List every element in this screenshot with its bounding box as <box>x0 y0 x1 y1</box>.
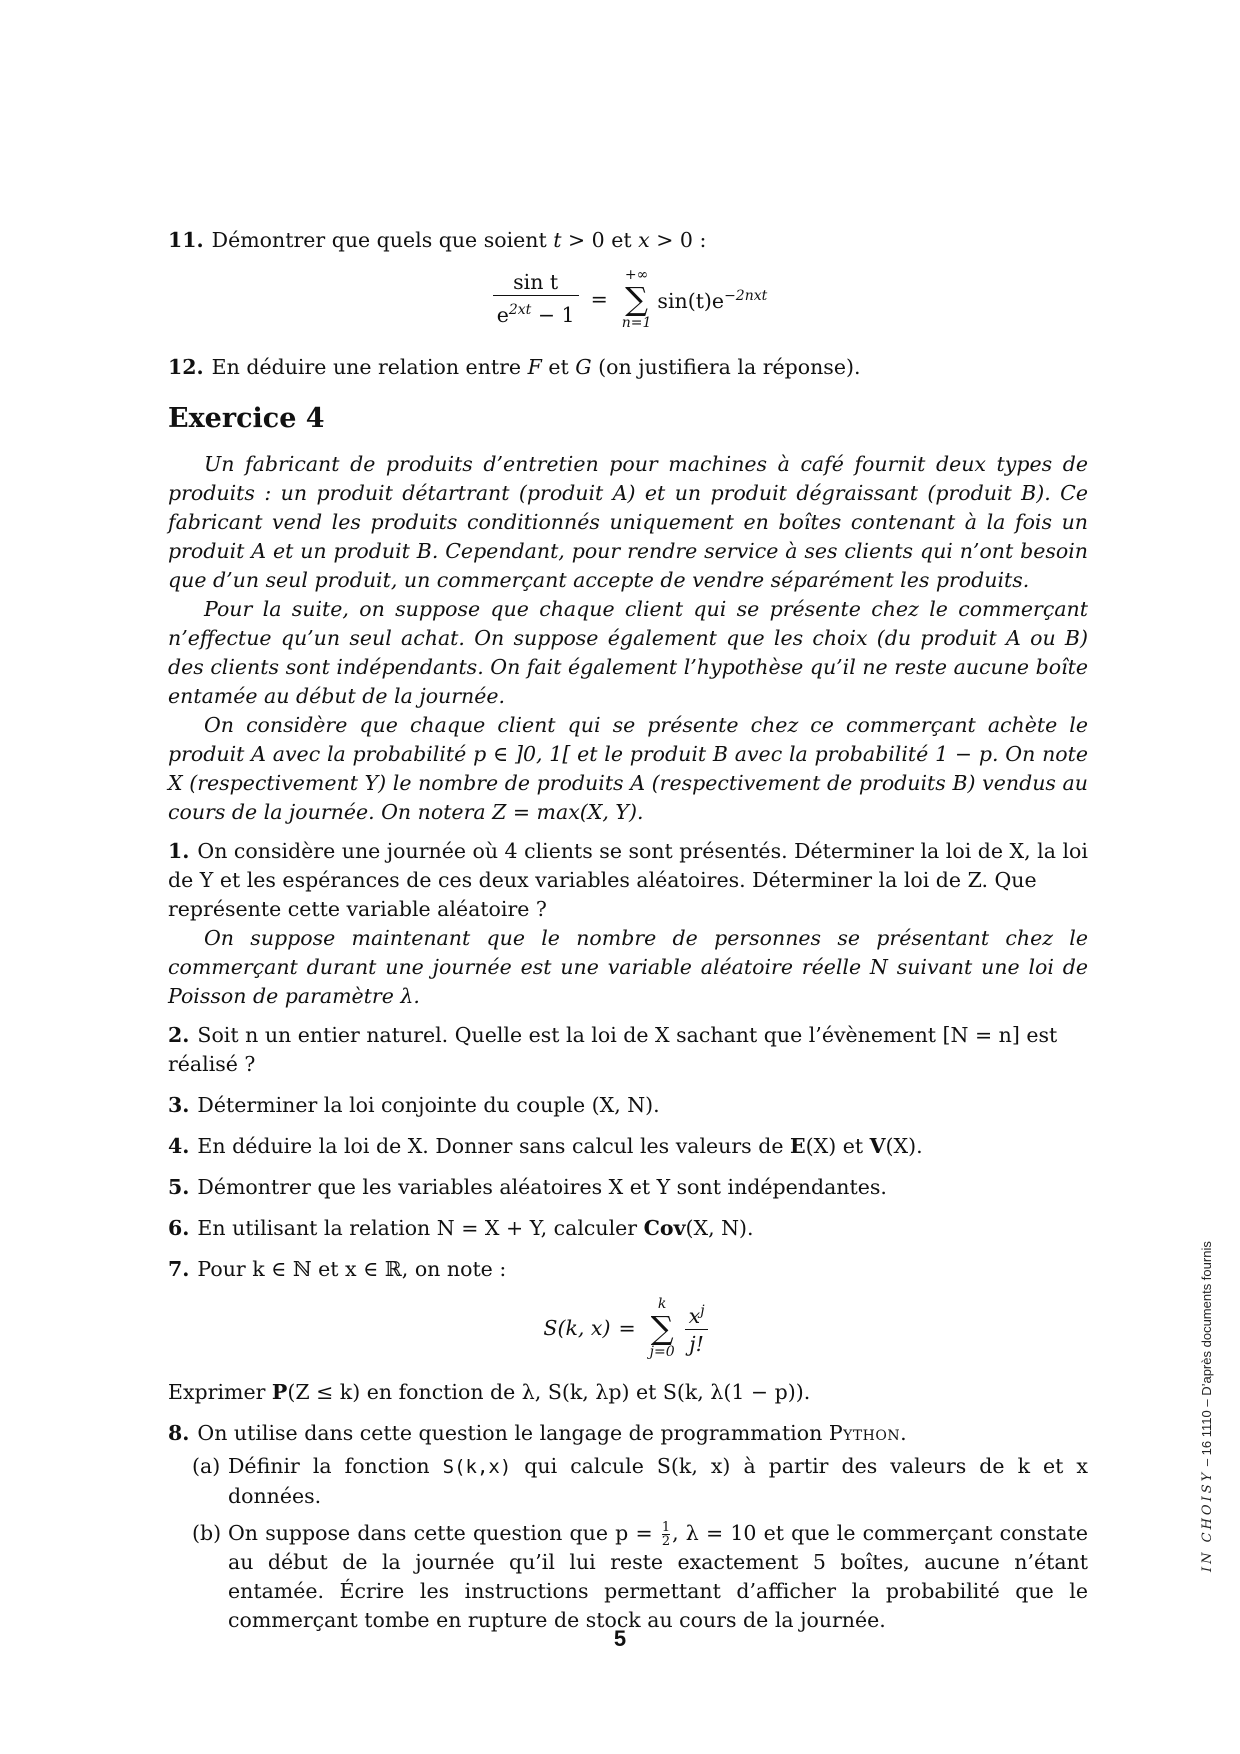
question-8-subitems <box>192 1452 1088 1635</box>
question-8b: (b) On suppose dans cette question que p = $\frac{1}{2}$ , λ = 10 et que le commerçant constate au début de la journée qu’il lui reste exactement 5 boîtes, aucune n’étant entamée. Écrire les instructions permettant d’afficher la probabilité que le commerçant tombe en rupture de stock au cours de la journée. <box>192 1520 1089 1632</box>
sum-symbol: k ∑ j=0 <box>649 1296 675 1360</box>
fraction: $\frac{\text{sin t}}{e^{2xt} - 1}$ <box>493 269 579 329</box>
fraction: $\frac{x^j}{j!}$ <box>685 1298 709 1358</box>
question-11: 11. Démontrer que quels que soient t > 0 et x > 0 : <box>168 228 707 252</box>
side-footer: IN CHOISY – 16 1110 – D’après documents fournis <box>1199 1241 1215 1572</box>
question-2: 2. Soit n un entier naturel. Quelle est la loi de X sachant que l’évènement [N = n] est réalisé ? <box>168 1023 1058 1076</box>
poisson-paragraph: On suppose maintenant que le nombre de personnes se présentant chez le commerçant durant une journée est une variable aléatoire réelle N suivant une loi de Poisson de paramètre λ. <box>168 926 1088 1008</box>
question-7: 7. Pour k ∈ ℕ et x ∈ ℝ, on note : <box>168 1257 507 1281</box>
question-5: 5. Démontrer que les variables aléatoires X et Y sont indépendantes. <box>168 1175 887 1199</box>
intro-paragraph-3: On considère que chaque client qui se présente chez ce commerçant achète le produit A avec la probabilité p ∈ ]0, 1[ et le produit B avec la probabilité 1 − p. On note X (respectivement Y) le nombre de produits A (respectivement de produits B) vendus au cours de la journée. On notera Z = max(X, Y). <box>168 713 1088 824</box>
question-4: 4. En déduire la loi de X. Donner sans calcul les valeurs de E(X) et V(X). <box>168 1134 923 1158</box>
question-6: 6. En utilisant la relation N = X + Y, calculer Cov(X, N). <box>168 1216 754 1240</box>
page-number: 5 <box>613 1626 627 1651</box>
question-3: 3. Déterminer la loi conjointe du couple (X, N). <box>168 1093 660 1117</box>
question-8: 8. On utilise dans cette question le langage de programmation Python. <box>168 1421 907 1445</box>
question-12: 12. En déduire une relation entre F et G (on justifiera la réponse). <box>168 355 861 379</box>
content <box>168 226 1088 1643</box>
question-8a: (a) Définir la fonction S(k,x) qui calcule S(k, x) à partir des valeurs de k et x données. <box>192 1454 1088 1508</box>
sum-symbol: +∞ ∑ n=1 <box>621 267 652 331</box>
question-number: 12. <box>168 355 204 379</box>
formula-q7: S(k, x) = k ∑ j=0 $\frac{x^j}{j!}$ <box>168 1296 1088 1360</box>
question-1: 1. On considère une journée où 4 clients se sont présentés. Déterminer la loi de X, la loi de Y et les espérances de ces deux variables aléatoires. Déterminer la loi de Z. Que représente cette variable aléatoire ? <box>168 839 1088 921</box>
formula-q11: $\frac{\text{sin t}}{e^{2xt} - 1}$ = +∞ ∑ n=1 $\sin(t)e^{-2nxt}$ <box>168 267 1088 331</box>
exercise-title: Exercice 4 <box>168 403 325 434</box>
question-number: 11. <box>168 228 204 252</box>
intro-paragraph-2: Pour la suite, on suppose que chaque client qui se présente chez le commerçant n’effectue qu’un seul achat. On suppose également que les choix (du produit A ou B) des clients sont indépendants. On fait également l’hypothèse qu’il ne reste aucune boîte entamée au début de la journée. <box>168 597 1088 708</box>
question-7-followup: Exprimer P(Z ≤ k) en fonction de λ, S(k, λp) et S(k, λ(1 − p)). <box>168 1380 811 1404</box>
intro-paragraph-1: Un fabricant de produits d’entretien pour machines à café fournit deux types de produits : un produit détartrant (produit A) et un produit dégraissant (produit B). Ce fabricant vend les produits conditionnés uniquement en boîtes contenant à la fois un produit A et un produit B. Cependant, pour rendre service à ses clients qui n’ont besoin que d’un seul produit, un commerçant accepte de vendre séparément les produits. <box>168 452 1088 592</box>
